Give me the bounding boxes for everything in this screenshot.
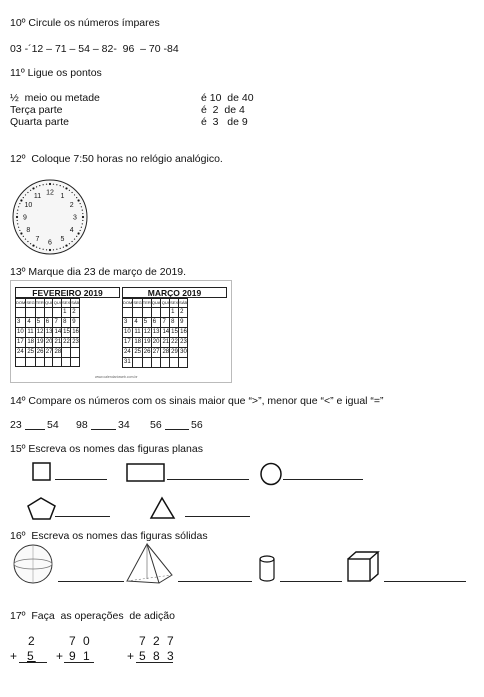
mar-day-cell	[161, 358, 170, 368]
feb-day-cell[interactable]: 15	[62, 328, 71, 338]
mar-day-cell[interactable]: 4	[133, 318, 142, 328]
clock-tick	[17, 210, 18, 211]
clock-tick	[81, 206, 82, 207]
clock-tick	[56, 249, 57, 250]
clock-tick	[77, 232, 79, 234]
clock-tick	[56, 184, 57, 185]
clock-tick	[63, 247, 64, 248]
mar-weekday: SEX	[170, 299, 179, 308]
mar-day-cell	[161, 308, 170, 318]
pentagon-figure	[27, 497, 57, 521]
op2-top: 7 0	[69, 634, 92, 648]
mar-day-cell[interactable]: 18	[133, 338, 142, 348]
clock-tick	[17, 220, 18, 221]
cube-figure	[347, 551, 381, 583]
clock-tick	[25, 238, 26, 239]
rectangle-answer-line[interactable]	[167, 479, 249, 480]
q11-left-2: Terça parte	[10, 104, 63, 116]
clock-tick	[77, 199, 79, 201]
mar-weekday: DOM	[123, 299, 133, 308]
feb-weekday: QUI	[53, 299, 62, 308]
mar-day-cell	[142, 308, 151, 318]
clock-tick	[25, 194, 26, 195]
clock-tick	[43, 184, 44, 185]
feb-day-cell	[35, 358, 44, 367]
feb-weekday: QUI	[44, 299, 53, 308]
feb-day-cell[interactable]: 28	[53, 348, 62, 358]
calendar-footer: www.calendarioweb.com.br	[95, 375, 138, 379]
feb-day-cell[interactable]: 6	[44, 318, 53, 328]
clock-tick	[60, 185, 61, 186]
clock-tick	[82, 220, 83, 221]
q14-blank-1[interactable]	[25, 429, 45, 430]
clock-tick	[82, 216, 84, 218]
triangle-answer-line[interactable]	[185, 516, 250, 517]
clock-tick	[49, 249, 51, 251]
feb-day-cell	[53, 308, 62, 318]
mar-day-cell[interactable]: 25	[133, 348, 142, 358]
feb-day-cell	[62, 348, 71, 358]
calendar-image	[10, 280, 232, 383]
feb-day-cell	[44, 308, 53, 318]
clock-tick	[80, 230, 81, 231]
mar-weekday: SÁB	[179, 299, 188, 308]
feb-day-cell	[62, 358, 71, 367]
feb-day-cell[interactable]: 4	[26, 318, 35, 328]
mar-day-cell[interactable]: 6	[151, 318, 161, 328]
feb-day-cell[interactable]: 16	[71, 328, 80, 338]
mar-weekday: TER	[142, 299, 151, 308]
mar-day-cell[interactable]: 29	[170, 348, 179, 358]
q11-right-2: é 2 de 4	[201, 104, 245, 116]
clock-number: 7	[35, 236, 40, 244]
clock-tick	[69, 190, 70, 191]
op3-top: 7 2 7	[139, 634, 176, 648]
feb-day-cell	[71, 358, 80, 367]
pyramid-answer-line[interactable]	[178, 581, 252, 582]
feb-day-cell[interactable]: 17	[16, 338, 26, 348]
feb-day-cell[interactable]: 23	[71, 338, 80, 348]
clock-tick	[27, 192, 28, 193]
feb-day-cell[interactable]: 9	[71, 318, 80, 328]
q14-b1: 54	[47, 419, 59, 431]
clock-tick	[53, 249, 54, 250]
mar-day-cell	[142, 358, 151, 368]
feb-day-cell[interactable]: 26	[35, 348, 44, 358]
feb-day-cell[interactable]: 18	[26, 338, 35, 348]
clock-tick	[82, 223, 83, 224]
q10-numbers: 03 -´12 – 71 – 54 – 82- 96 – 70 -84	[10, 43, 179, 55]
clock-tick	[18, 206, 19, 207]
clock-tick	[49, 183, 51, 185]
mar-day-cell[interactable]: 11	[133, 328, 142, 338]
square-figure	[32, 462, 52, 482]
clock-tick	[82, 213, 83, 214]
mar-day-cell[interactable]: 16	[179, 328, 188, 338]
feb-day-cell[interactable]: 5	[35, 318, 44, 328]
q14-title: 14º Compare os números com os sinais maior que “>”, menor que “<” e igual “=”	[10, 395, 384, 407]
clock-tick	[43, 249, 44, 250]
mar-day-cell	[123, 308, 133, 318]
clock-tick	[71, 241, 72, 242]
mar-day-cell	[151, 308, 161, 318]
pentagon-answer-line[interactable]	[55, 516, 110, 517]
clock-tick	[27, 241, 28, 242]
mar-day-cell	[133, 358, 142, 368]
feb-weekday: TER	[35, 299, 44, 308]
mar-weekday: SEG	[133, 299, 142, 308]
q11-left-1: ½ meio ou metade	[10, 92, 100, 104]
clock-tick	[23, 197, 24, 198]
sphere-answer-line[interactable]	[58, 581, 124, 582]
feb-weekday: SEG	[26, 299, 35, 308]
feb-weekday: SEX	[62, 299, 71, 308]
q11-left-3: Quarta parte	[10, 116, 69, 128]
triangle-figure	[150, 496, 176, 520]
clock-tick	[30, 243, 31, 244]
clock-tick	[82, 210, 83, 211]
feb-day-cell[interactable]: 3	[16, 318, 26, 328]
sphere-figure	[13, 544, 55, 586]
clock-tick	[65, 244, 67, 246]
mar-grid	[122, 298, 188, 368]
mar-day-cell[interactable]: 9	[179, 318, 188, 328]
feb-day-cell[interactable]: 11	[26, 328, 35, 338]
feb-weekday: DOM	[16, 299, 26, 308]
feb-day-cell	[26, 358, 35, 367]
clock-tick	[36, 247, 37, 248]
feb-grid	[15, 298, 80, 367]
mar-day-cell[interactable]: 26	[142, 348, 151, 358]
q14-a2: 98	[76, 419, 88, 431]
op3-line[interactable]	[136, 662, 173, 663]
mar-day-cell[interactable]: 22	[170, 338, 179, 348]
q14-a1: 23	[10, 419, 22, 431]
q11-right-1: é 10 de 40	[201, 92, 254, 104]
feb-day-cell[interactable]: 14	[53, 328, 62, 338]
clock-tick	[53, 184, 54, 185]
q15-title: 15º Escreva os nomes das figuras planas	[10, 443, 203, 455]
pyramid-figure	[125, 543, 175, 585]
clock-tick	[39, 248, 40, 249]
clock-number: 12	[46, 189, 54, 197]
clock-tick	[30, 190, 31, 191]
feb-day-cell[interactable]: 22	[62, 338, 71, 348]
mar-day-cell[interactable]: 7	[161, 318, 170, 328]
clock-number: 2	[69, 202, 74, 209]
q14-blank-2[interactable]	[91, 429, 116, 430]
cylinder-figure	[259, 555, 277, 583]
clock-tick	[69, 243, 70, 244]
feb-day-cell[interactable]: 20	[44, 338, 53, 348]
clock-tick	[60, 248, 61, 249]
mar-weekday: QUA	[151, 299, 161, 308]
clock-tick	[32, 187, 34, 189]
feb-day-cell	[71, 348, 80, 358]
mar-day-cell[interactable]: 24	[123, 348, 133, 358]
mar-day-cell[interactable]: 20	[151, 338, 161, 348]
feb-day-cell[interactable]: 12	[35, 328, 44, 338]
circle-figure	[260, 463, 284, 487]
q14-blank-3[interactable]	[165, 429, 189, 430]
clock-number: 8	[26, 227, 31, 234]
mar-day-cell[interactable]: 19	[142, 338, 151, 348]
clock-tick	[17, 213, 18, 214]
clock-number: 3	[73, 214, 77, 222]
clock-tick	[19, 230, 20, 231]
mar-day-cell	[133, 308, 142, 318]
mar-day-cell[interactable]: 28	[161, 348, 170, 358]
clock-number: 1	[60, 192, 65, 200]
mar-day-cell[interactable]: 31	[123, 358, 133, 368]
mar-day-cell[interactable]: 17	[123, 338, 133, 348]
clock-number: 4	[69, 227, 74, 234]
clock-tick	[17, 223, 18, 224]
q11-right-3: é 3 de 9	[201, 116, 248, 128]
q14-a3: 56	[150, 419, 162, 431]
op1-top: 2	[28, 634, 37, 648]
clock-number: 11	[33, 192, 42, 200]
mar-day-cell[interactable]: 8	[170, 318, 179, 328]
q10-title: 10º Circule os números ímpares	[10, 17, 160, 29]
mar-day-cell[interactable]: 23	[179, 338, 188, 348]
clock-tick	[46, 184, 47, 185]
clock-tick	[76, 197, 77, 198]
mar-day-cell[interactable]: 15	[170, 328, 179, 338]
feb-day-cell[interactable]: 25	[26, 348, 35, 358]
mar-day-cell[interactable]: 14	[161, 328, 170, 338]
mar-day-cell[interactable]: 21	[161, 338, 170, 348]
cube-answer-line[interactable]	[384, 581, 466, 582]
clock-tick	[74, 238, 75, 239]
clock-tick	[46, 249, 47, 250]
op1-plus: +	[10, 649, 20, 663]
q17-title: 17º Faça as operações de adição	[10, 610, 175, 622]
mar-day-cell[interactable]: 30	[179, 348, 188, 358]
feb-weekday: SÁB	[71, 299, 80, 308]
q14-b2: 34	[118, 419, 130, 431]
q13-title: 13º Marque dia 23 de março de 2019.	[10, 266, 187, 278]
op2-plus: +	[56, 649, 66, 663]
feb-day-cell[interactable]: 19	[35, 338, 44, 348]
feb-title: FEVEREIRO 2019	[15, 287, 120, 298]
clock-tick	[39, 185, 40, 186]
feb-day-cell	[53, 358, 62, 367]
clock-tick	[20, 199, 22, 201]
mar-day-cell[interactable]: 1	[170, 308, 179, 318]
clock-tick	[32, 244, 34, 246]
mar-day-cell	[179, 358, 188, 368]
square-answer-line[interactable]	[55, 479, 107, 480]
op3-bottom: 5 8 3	[139, 649, 176, 663]
feb-day-cell[interactable]: 21	[53, 338, 62, 348]
feb-day-cell	[44, 358, 53, 367]
feb-day-cell	[16, 358, 26, 367]
clock-number: 9	[23, 214, 27, 222]
q11-title: 11º Ligue os pontos	[10, 67, 102, 79]
clock-tick	[71, 192, 72, 193]
feb-day-cell[interactable]: 10	[16, 328, 26, 338]
feb-day-cell[interactable]: 1	[62, 308, 71, 318]
mar-day-cell[interactable]: 13	[151, 328, 161, 338]
clock-tick	[76, 236, 77, 237]
clock-tick	[19, 203, 20, 204]
feb-day-cell[interactable]: 2	[71, 308, 80, 318]
clock-tick	[20, 232, 22, 234]
clock-number: 10	[24, 202, 33, 209]
mar-day-cell[interactable]: 3	[123, 318, 133, 328]
feb-day-cell[interactable]: 7	[53, 318, 62, 328]
clock-tick	[16, 216, 18, 218]
clock-tick	[65, 187, 67, 189]
feb-day-cell	[35, 308, 44, 318]
feb-day-cell[interactable]: 27	[44, 348, 53, 358]
feb-day-cell	[26, 308, 35, 318]
clock-tick	[80, 203, 81, 204]
feb-day-cell[interactable]: 24	[16, 348, 26, 358]
clock-number: 6	[48, 239, 52, 247]
mar-day-cell	[151, 358, 161, 368]
mar-day-cell	[170, 358, 179, 368]
clock-tick	[63, 186, 64, 187]
mar-day-cell[interactable]: 10	[123, 328, 133, 338]
clock-tick	[36, 186, 37, 187]
rectangle-figure	[126, 463, 166, 483]
op2-bottom: 9 1	[69, 649, 92, 663]
op1-line[interactable]	[19, 662, 47, 663]
mar-day-cell[interactable]: 2	[179, 308, 188, 318]
mar-title: MARÇO 2019	[122, 287, 227, 298]
op3-plus: +	[127, 649, 137, 663]
analog-clock[interactable]	[10, 178, 90, 256]
clock-tick	[18, 227, 19, 228]
mar-day-cell[interactable]: 5	[142, 318, 151, 328]
q12-title: 12º Coloque 7:50 horas no relógio analógico.	[10, 153, 223, 165]
clock-tick	[81, 227, 82, 228]
mar-day-cell[interactable]: 12	[142, 328, 151, 338]
q16-title: 16º Escreva os nomes das figuras sólidas	[10, 530, 208, 542]
clock-number: 5	[60, 236, 65, 244]
feb-day-cell[interactable]: 8	[62, 318, 71, 328]
op1-bottom: 5	[27, 649, 36, 663]
q14-b3: 56	[191, 419, 203, 431]
op2-line[interactable]	[64, 662, 94, 663]
clock-tick	[74, 194, 75, 195]
feb-day-cell	[16, 308, 26, 318]
clock-tick	[23, 236, 24, 237]
mar-day-cell[interactable]: 27	[151, 348, 161, 358]
mar-weekday: QUI	[161, 299, 170, 308]
feb-day-cell[interactable]: 13	[44, 328, 53, 338]
circle-answer-line[interactable]	[283, 479, 363, 480]
cylinder-answer-line[interactable]	[280, 581, 342, 582]
